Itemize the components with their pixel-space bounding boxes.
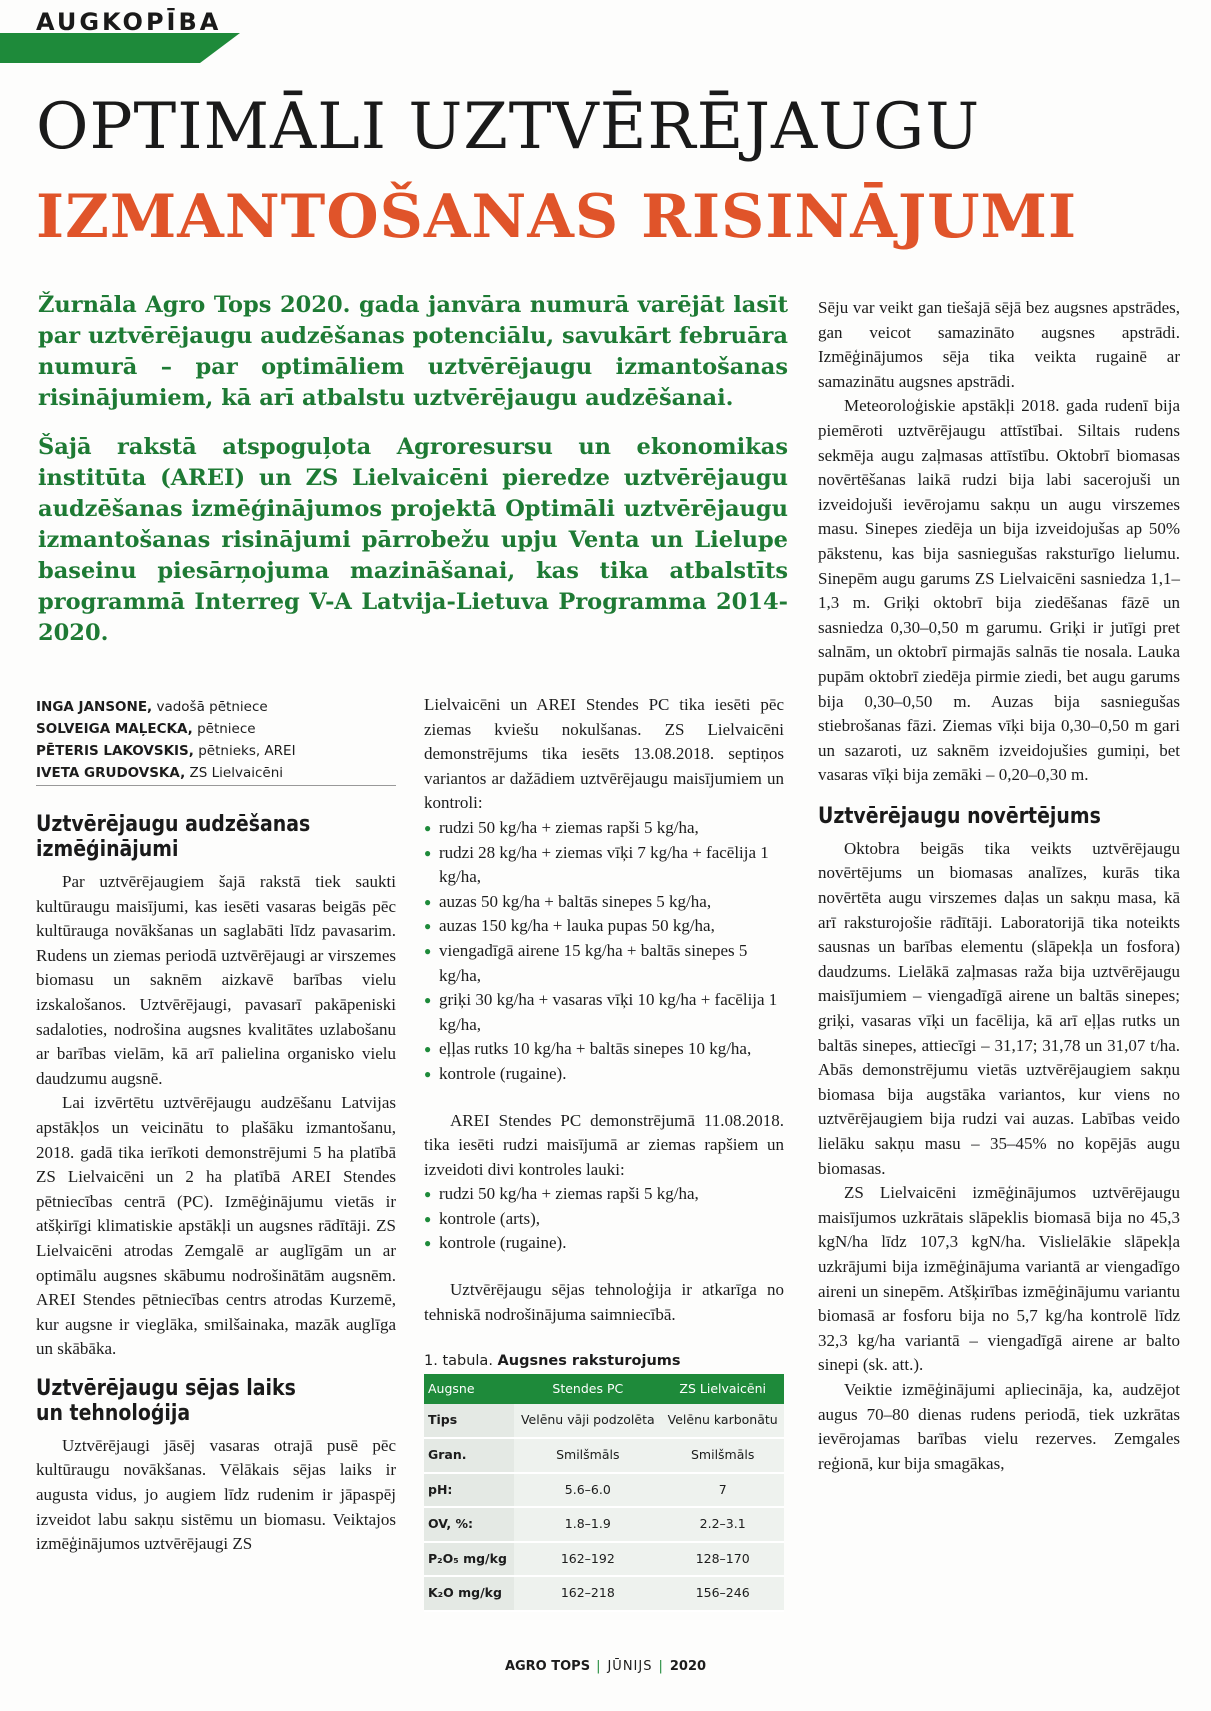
- paragraph: Sēju var veikt gan tiešajā sējā bez augsnes apstrādes, gan veicot samazināto augsnes apstrādi. Izmēģinājumos sēja tika veikta rugainē ar samazinātu augsnes apstrādi.: [818, 298, 1180, 391]
- table-cell: 162–218: [514, 1576, 661, 1611]
- table-cell: Smilšmāls: [514, 1438, 661, 1473]
- footer-year: 2020: [669, 1659, 707, 1674]
- author-1: INGA JANSONE, vadošā pētniece: [36, 699, 268, 715]
- paragraph: ZS Lielvaicēni izmēģinājumos uztvērējaugu maisījumos uzkrātais slāpeklis biomasā bija no 45,3 kgN/ha līdz 107,3 kgN/ha. Vislielākie slāpekļa uzkrājumi bija izmēģinājuma variantā ar viengadīgo aireni un sinepēm. Atšķirības izmēģinājumu variantu biomasā ar fosforu bija no 5,7 kg/ha kontrolē līdz 32,3 kg/ha variantā – viengadīgā airene ar balto sinepi (sk. att.).: [818, 1183, 1180, 1375]
- table-header: Augsne: [424, 1374, 514, 1405]
- list-item: ● auzas 50 kg/ha + baltās sinepes 5 kg/ha,: [424, 890, 784, 915]
- table-row: [424, 1404, 784, 1438]
- lead-paragraph-1: Žurnāla Agro Tops 2020. gada janvāra numurā varējāt lasīt par uztvērējaugu audzēšanas potenciālu, savukārt februāra numurā – par optimāliem uztvērējaugu izmantošanas risinājumiem, kā arī atbalstu uztvērējaugu audzēšanai.: [38, 292, 788, 411]
- list-item: ● rudzi 50 kg/ha + ziemas rapši 5 kg/ha,: [424, 1182, 784, 1207]
- table-caption: 1. tabula. Augsnes raksturojums: [424, 1353, 681, 1370]
- list-item: ● kontrole (rugaine).: [424, 1231, 784, 1256]
- table-cell: 1.8–1.9: [514, 1507, 661, 1542]
- table-cell: Tips: [424, 1404, 514, 1438]
- table-cell: pH:: [424, 1473, 514, 1508]
- table-cell: 162–192: [514, 1542, 661, 1577]
- authors: [36, 696, 396, 786]
- list-item: ● kontrole (rugaine).: [424, 1062, 784, 1087]
- author-4: IVETA GRUDOVSKA, ZS Lielvaicēni: [36, 762, 396, 786]
- table-cell: 5.6–6.0: [514, 1473, 661, 1508]
- paragraph: Lielvaicēni un AREI Stendes PC tika iesēti pēc ziemas kviešu nokulšanas. ZS Lielvaicēni demonstrējums tika iesēts 13.08.2018. septiņos variantos ar dažādiem uztvērējaugu maisījumiem un kontroli:: [424, 695, 784, 813]
- author-3: PĒTERIS LAKOVSKIS, pētnieks, AREI: [36, 743, 296, 759]
- paragraph: Uztvērējaugi jāsēj vasaras otrajā pusē pēc kultūraugu novākšanas. Vēlākais sējas laiks ir augusta vidus, jo augiem līdz rudenim ir jāpaspēj izveidot labu sakņu sistēmu un biomasu. Veiktajos izmēģinājumos uztvērējaugi ZS: [36, 1435, 396, 1554]
- list-item: ● viengadīgā airene 15 kg/ha + baltās sinepes 5 kg/ha,: [424, 939, 784, 988]
- author-2: SOLVEIGA MAĻECKA, pētniece: [36, 721, 256, 737]
- table-header-row: [424, 1374, 784, 1405]
- table-cell: 128–170: [661, 1542, 784, 1577]
- column-3: [818, 296, 1180, 1476]
- paragraph: Veiktie izmēģinājumi apliecināja, ka, audzējot augus 70–80 dienas rudens periodā, tiek uzkrātas ievērojamas barības vielu rezerves. Zemgales reģionā, kur bija smagākas,: [818, 1379, 1180, 1473]
- title-line-1: OPTIMĀLI UZTVĒRĒJAUGU: [36, 90, 981, 164]
- table-block: [424, 1349, 784, 1612]
- section-label: AUGKOPĪBA: [36, 8, 222, 36]
- list-item: ● rudzi 50 kg/ha + ziemas rapši 5 kg/ha,: [424, 816, 784, 841]
- heading-trials: Uztvērējaugu audzēšanas: [36, 812, 311, 837]
- list-item: ● griķi 30 kg/ha + vasaras vīķi 10 kg/ha + facēlija 1 kg/ha,: [424, 988, 784, 1037]
- list-item: ● kontrole (arts),: [424, 1207, 784, 1232]
- paragraph: AREI Stendes PC demonstrējumā 11.08.2018. tika iesēti rudzi maisījumā ar ziemas rapšiem un izveidoti divi kontroles lauki:: [424, 1110, 784, 1179]
- list-zs: [424, 816, 784, 1087]
- table-cell: K₂O mg/kg: [424, 1576, 514, 1611]
- paragraph: Uztvērējaugu sējas tehnoloģija ir atkarīga no tehniskā nodrošinājuma saimniecībā.: [424, 1280, 784, 1324]
- footer-separator: |: [658, 1659, 664, 1674]
- heading-sowing: Uztvērējaugu sējas laiks: [36, 1375, 296, 1401]
- table-row: [424, 1473, 784, 1508]
- paragraph: Lai izvērtētu uztvērējaugu audzēšanu Latvijas apstākļos un veicinātu to plašāku izmantošanu, 2018. gadā tika ierīkoti demonstrējumi 5 ha platībā ZS Lielvaicēni un 2 ha platībā AREI Stendes pētniecības centrā (PC). Izmēģinājumu vietās ir atšķirīgi klimatiskie apstākļi un augsnes rādītāji. ZS Lielvaicēni atrodas Zemgalē ar auglīgām un ar optimālu augsnes skābumu nodrošinātām augsnēm. AREI Stendes pētniecības centrs atrodas Kurzemē, kur augsne ir vieglāka, smilšainaka, mazāk auglīga un skābāka.: [36, 1093, 396, 1359]
- list-item: ● auzas 150 kg/ha + lauka pupas 50 kg/ha,: [424, 914, 784, 939]
- footer: [0, 1659, 1211, 1674]
- heading-sowing-2: un tehnoloģija: [36, 1400, 191, 1426]
- list-item: ● rudzi 28 kg/ha + ziemas vīķi 7 kg/ha + facēlija 1 kg/ha,: [424, 841, 784, 890]
- list-item: ● eļļas rutks 10 kg/ha + baltās sinepes 10 kg/ha,: [424, 1037, 784, 1062]
- column-2: [424, 693, 784, 1612]
- lead: [38, 290, 788, 667]
- table-row: [424, 1507, 784, 1542]
- table-cell: 2.2–3.1: [661, 1507, 784, 1542]
- title-line-2: IZMANTOŠANAS RISINĀJUMI: [36, 182, 1078, 252]
- section-band: [0, 33, 200, 63]
- table-header: Stendes PC: [514, 1374, 661, 1405]
- table-cell: Velēnu vāji podzolēta: [514, 1404, 661, 1438]
- table-cell: 7: [661, 1473, 784, 1508]
- table-header: ZS Lielvaicēni: [661, 1374, 784, 1405]
- footer-separator: |: [596, 1659, 602, 1674]
- table-row: [424, 1542, 784, 1577]
- list-arei: [424, 1182, 784, 1256]
- table-row: [424, 1576, 784, 1611]
- table-row: [424, 1438, 784, 1473]
- table-cell: 156–246: [661, 1576, 784, 1611]
- paragraph: Oktobra beigās tika veikts uztvērējaugu novērtējums un biomasas analīzes, kurās tika novērtēta augu virszemes daļas un sakņu masa, kā arī raksturojošie rādītāji. Laboratorijā tika noteikts sausnas un barības elementu (slāpekļa un fosfora) daudzums. Lielākā zaļmasas raža bija uztvērējaugu maisījumiem – viengadīgā airene un baltās sinepes; griķi, vasaras vīķi un facēlija, kā arī eļļas rutks un baltās sinepes, attiecīgi – 31,17; 31,78 un 31,07 t/ha. Abās demonstrējumu vietās uztvērējaugiem sakņu biomasa bija augstāka variantos, kur viens no uztvērējaugiem bija rudzi vai auzas. Labības veido lielāku sakņu masu – 35–45% no kopējās augu biomasas.: [818, 838, 1180, 1178]
- paragraph: Meteoroloģiskie apstākļi 2018. gada rudenī bija piemēroti uztvērējaugu attīstībai. Siltais rudens sekmēja augu zaļmasas attīstību. Oktobrī biomasas novērtēšanas laikā rudzi bija labi sacerojuši un izveidojuši ievērojamu sakņu un augu virszemes masu. Sinepes ziedēja un bija izveidojušas ap 50% pākstenu, kas bija sasniegušas raksturīgo lielumu. Sinepēm augu garums ZS Lielvaicēni sasniedza 1,1–1,3 m. Griķi oktobrī bija ziedēšanas fāzē un sasniedza 0,30–0,50 m garumu. Griķi ir jutīgi pret salnām, un oktobrī pirmajās salnās tie nosala. Lauka pupām oktobrī ziedēja pirmie ziedi, bet augu garums bija 0,30–0,50 m. Auzas bija sasniegušas stiebrošanas fāzi. Ziemas vīķi bija 0,30–0,50 m gari un sazaroti, uz saknēm izveidojušies gumiņi, bet vasaras vīķi bija zemāki – 0,20–0,30 m.: [818, 396, 1180, 785]
- heading-trials-2: izmēģinājumi: [36, 837, 179, 862]
- heading-evaluation: Uztvērējaugu novērtējums: [818, 803, 1101, 829]
- paragraph: Par uztvērējaugiem šajā rakstā tiek saukti kultūraugu maisījumi, kas iesēti vasaras beigās pēc kultūrauga novākšanas un saglabāti līdz pavasarim. Rudens un ziemas periodā uztvērējaugi ar virszemes biomasu un saknēm aizkavē barības vielu izskalošanos. Uztvērējaugi, pavasarī pakāpeniski sadaloties, nodrošina augsnes kvalitātes uzlabošanu ar barības vielām, kā arī palielina organisko vielu daudzumu augsnē.: [36, 872, 396, 1088]
- column-1: [36, 812, 396, 1557]
- lead-paragraph-2: Šajā rakstā atspoguļota Agroresursu un ekonomikas institūta (AREI) un ZS Lielvaicēni pieredze uztvērējaugu audzēšanas izmēģinājumos projektā Optimāli uztvērējaugu izmantošanas risinājumi pārrobežu upju Venta un Lielupe baseinu piesārņojuma mazināšanai, kas tika atbalstīts programmā Interreg V-A Latvija-Lietuva Programma 2014-2020.: [38, 434, 788, 646]
- table-cell: OV, %:: [424, 1507, 514, 1542]
- soil-table: [424, 1374, 784, 1612]
- table-cell: Gran.: [424, 1438, 514, 1473]
- table-cell: Smilšmāls: [661, 1438, 784, 1473]
- table-cell: P₂O₅ mg/kg: [424, 1542, 514, 1577]
- footer-magazine: AGRO TOPS: [504, 1659, 591, 1674]
- table-cell: Velēnu karbonātu: [661, 1404, 784, 1438]
- footer-month: JŪNIJS: [607, 1659, 653, 1674]
